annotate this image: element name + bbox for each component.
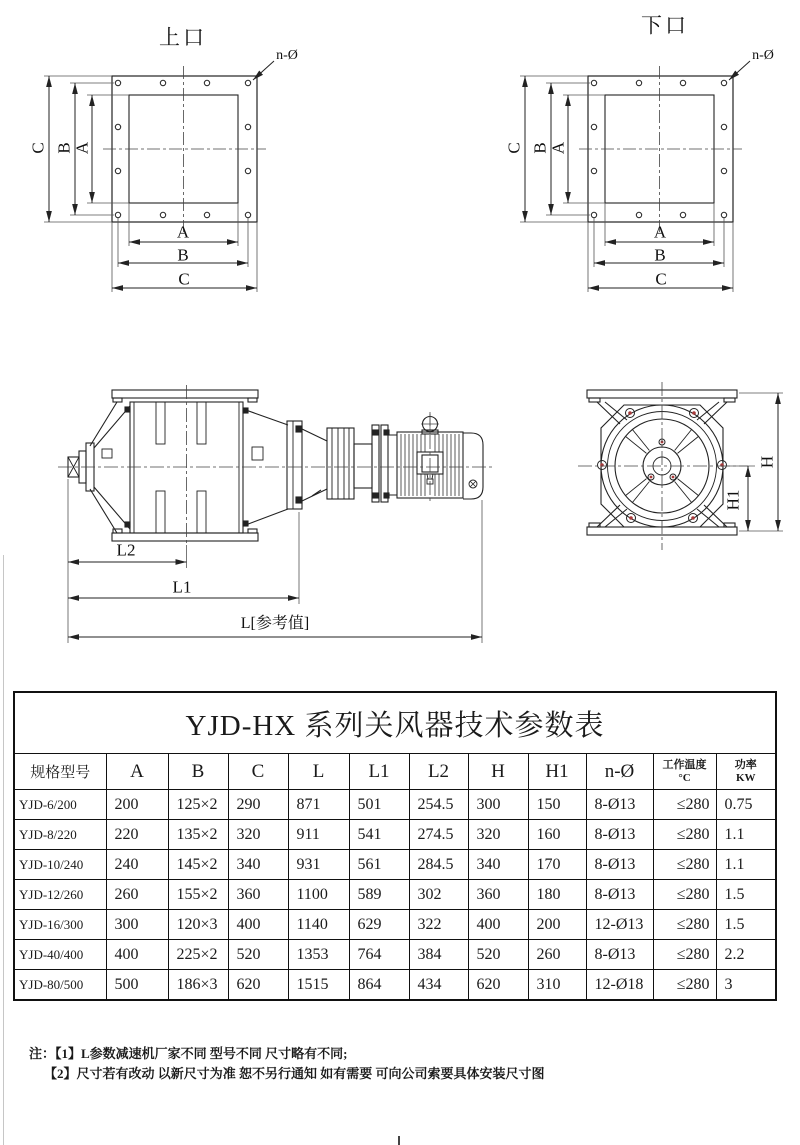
dim-label-h: H xyxy=(757,455,777,469)
dim-label-b: B xyxy=(54,142,74,154)
table-cell: ≤280 xyxy=(653,820,716,850)
table-cell: 12-Ø18 xyxy=(586,970,653,1001)
dim-label-c: C xyxy=(28,142,48,154)
column-header: A xyxy=(106,754,168,790)
column-header: 规格型号 xyxy=(14,754,106,790)
note-label: 注： xyxy=(29,1046,56,1061)
table-cell: 8-Ø13 xyxy=(586,850,653,880)
page-bottom-tick xyxy=(398,1136,400,1145)
table-cell: 320 xyxy=(468,820,528,850)
table-cell: 434 xyxy=(409,970,468,1001)
note-line-2: 【2】尺寸若有改动 以新尺寸为准 恕不另行通知 如有需要 可向公司索要具体安装尺寸图 xyxy=(44,1066,545,1082)
table-cell: 170 xyxy=(528,850,586,880)
dim-label-a: A xyxy=(653,222,667,242)
table-title-row xyxy=(14,692,776,754)
table-cell: 180 xyxy=(528,880,586,910)
table-cell: 1.1 xyxy=(716,820,776,850)
table-cell: 400 xyxy=(106,940,168,970)
note-line-1: 注：【1】L参数减速机厂家不同 型号不同 尺寸略有不同; xyxy=(29,1046,348,1061)
table-body xyxy=(14,790,776,1001)
column-header: H1 xyxy=(528,754,586,790)
table-cell: 561 xyxy=(349,850,409,880)
table-cell: YJD-8/220 xyxy=(14,820,106,850)
column-header: n-Ø xyxy=(586,754,653,790)
table-cell: YJD-6/200 xyxy=(14,790,106,820)
flange-bottom-title: 下口 xyxy=(641,13,689,38)
table-row xyxy=(14,820,776,850)
table-cell: YJD-80/500 xyxy=(14,970,106,1001)
table-cell: ≤280 xyxy=(653,970,716,1001)
table-cell: 320 xyxy=(228,820,288,850)
table-cell: 200 xyxy=(528,910,586,940)
dim-label-a: A xyxy=(176,222,190,242)
table-cell: 290 xyxy=(228,790,288,820)
table-row xyxy=(14,850,776,880)
table-cell: ≤280 xyxy=(653,940,716,970)
table-cell: 520 xyxy=(228,940,288,970)
table-row xyxy=(14,970,776,1001)
table-cell: 12-Ø13 xyxy=(586,910,653,940)
table-row xyxy=(14,790,776,820)
table-cell: 360 xyxy=(228,880,288,910)
table-cell: 0.75 xyxy=(716,790,776,820)
table-cell: 620 xyxy=(228,970,288,1001)
dim-label-h1: H1 xyxy=(723,489,743,511)
table-cell: 300 xyxy=(106,910,168,940)
table-cell: 2.2 xyxy=(716,940,776,970)
table-cell: 284.5 xyxy=(409,850,468,880)
table-cell: 589 xyxy=(349,880,409,910)
table-cell: 384 xyxy=(409,940,468,970)
table-cell: 310 xyxy=(528,970,586,1001)
table-cell: 340 xyxy=(468,850,528,880)
table-cell: 629 xyxy=(349,910,409,940)
table-cell: 160 xyxy=(528,820,586,850)
table-cell: 260 xyxy=(106,880,168,910)
table-cell: ≤280 xyxy=(653,850,716,880)
column-header: L xyxy=(288,754,349,790)
dim-label-b: B xyxy=(177,245,189,265)
dim-label-l-reference: L[参考值] xyxy=(240,615,310,632)
dim-label-l2: L2 xyxy=(116,540,136,560)
table-cell: ≤280 xyxy=(653,880,716,910)
table-cell: 8-Ø13 xyxy=(586,790,653,820)
column-header: L2 xyxy=(409,754,468,790)
table-cell: 274.5 xyxy=(409,820,468,850)
dim-label-c: C xyxy=(178,269,190,289)
table-cell: 1353 xyxy=(288,940,349,970)
table-cell: 931 xyxy=(288,850,349,880)
table-cell: YJD-40/400 xyxy=(14,940,106,970)
table-cell: 300 xyxy=(468,790,528,820)
table-cell: 186×3 xyxy=(168,970,228,1001)
table-cell: YJD-10/240 xyxy=(14,850,106,880)
table-cell: 340 xyxy=(228,850,288,880)
column-header: 工作温度 °C xyxy=(653,754,716,790)
table-cell: 150 xyxy=(528,790,586,820)
table-cell: 8-Ø13 xyxy=(586,940,653,970)
table-cell: 360 xyxy=(468,880,528,910)
dim-label-a: A xyxy=(548,141,568,155)
table-cell: 254.5 xyxy=(409,790,468,820)
table-cell: 1.5 xyxy=(716,910,776,940)
table-cell: 500 xyxy=(106,970,168,1001)
notes xyxy=(29,1044,545,1084)
table-cell: 864 xyxy=(349,970,409,1001)
table-cell: 240 xyxy=(106,850,168,880)
column-header: B xyxy=(168,754,228,790)
table-cell: 1515 xyxy=(288,970,349,1001)
table-cell: 871 xyxy=(288,790,349,820)
table-cell: 1100 xyxy=(288,880,349,910)
column-header: H xyxy=(468,754,528,790)
table-row xyxy=(14,910,776,940)
table-cell: 620 xyxy=(468,970,528,1001)
table-cell: 911 xyxy=(288,820,349,850)
scan-edge-artifact xyxy=(3,555,4,1145)
table-cell: 520 xyxy=(468,940,528,970)
flange-top-title: 上口 xyxy=(159,25,207,50)
table-cell: ≤280 xyxy=(653,790,716,820)
table-cell: ≤280 xyxy=(653,910,716,940)
table-cell: 8-Ø13 xyxy=(586,880,653,910)
spec-table xyxy=(13,691,777,1001)
dim-label-c: C xyxy=(655,269,667,289)
table-cell: 120×3 xyxy=(168,910,228,940)
flange-bottom-bolt-callout: n-Ø xyxy=(752,48,774,63)
table-cell: 400 xyxy=(468,910,528,940)
table-cell: 200 xyxy=(106,790,168,820)
dim-label-a: A xyxy=(72,141,92,155)
table-cell: 135×2 xyxy=(168,820,228,850)
column-header: 功率 KW xyxy=(716,754,776,790)
table-cell: 764 xyxy=(349,940,409,970)
table-cell: 8-Ø13 xyxy=(586,820,653,850)
dim-label-l1: L1 xyxy=(172,577,192,597)
dim-label-b: B xyxy=(530,142,550,154)
table-header-row xyxy=(14,754,776,790)
table-cell: YJD-16/300 xyxy=(14,910,106,940)
table-cell: 145×2 xyxy=(168,850,228,880)
table-cell: 220 xyxy=(106,820,168,850)
table-cell: 1.1 xyxy=(716,850,776,880)
column-header: L1 xyxy=(349,754,409,790)
table-cell: 302 xyxy=(409,880,468,910)
table-cell: 1140 xyxy=(288,910,349,940)
table-cell: 322 xyxy=(409,910,468,940)
table-cell: 501 xyxy=(349,790,409,820)
dim-label-b: B xyxy=(654,245,666,265)
flange-top-bolt-callout: n-Ø xyxy=(276,48,298,63)
table-row xyxy=(14,940,776,970)
table-cell: YJD-12/260 xyxy=(14,880,106,910)
table-cell: 155×2 xyxy=(168,880,228,910)
dim-label-c: C xyxy=(504,142,524,154)
table-cell: 400 xyxy=(228,910,288,940)
column-header: C xyxy=(228,754,288,790)
table-cell: 3 xyxy=(716,970,776,1001)
table-cell: 260 xyxy=(528,940,586,970)
table-cell: 541 xyxy=(349,820,409,850)
table-row xyxy=(14,880,776,910)
table-cell: 125×2 xyxy=(168,790,228,820)
table-cell: 1.5 xyxy=(716,880,776,910)
table-title: YJD-HX 系列关风器技术参数表 xyxy=(14,692,776,754)
table-cell: 225×2 xyxy=(168,940,228,970)
